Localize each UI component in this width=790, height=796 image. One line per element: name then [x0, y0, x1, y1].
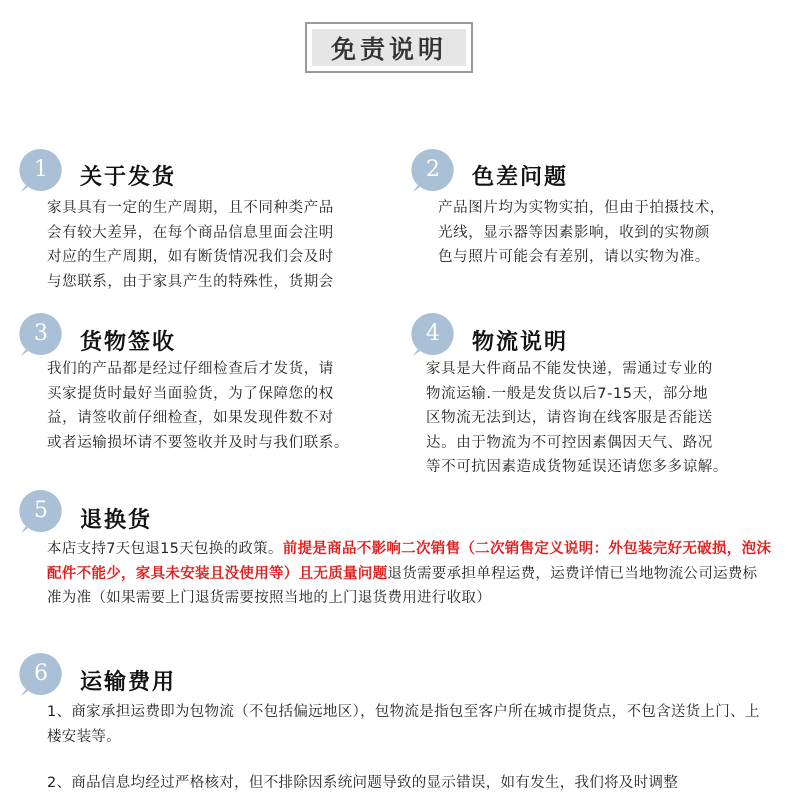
text-line: 买家提货时最好当面验货，为了保障您的权	[47, 385, 334, 402]
body-returns	[47, 537, 772, 611]
heading-shipping-fee: 运输费用	[80, 670, 177, 695]
text-line: 会有较大差异，在每个商品信息里面会注明	[47, 224, 334, 241]
heading-logistics: 物流说明	[472, 330, 569, 355]
heading-color-difference: 色差问题	[472, 165, 569, 190]
body-shipping-fee-2: 2、商品信息均经过严格核对，但不排除因系统问题导致的显示错误，如有发生，我们将及时调整	[47, 775, 679, 791]
text-line: 我们的产品都是经过仔细检查后才发货，请	[47, 361, 334, 377]
badge-2	[410, 147, 456, 193]
text-line: 物流运输.一般是发货以后7-15天，部分地	[426, 385, 709, 402]
title-box	[305, 22, 473, 73]
badge-number: 5	[34, 497, 48, 523]
body-receipt	[47, 357, 392, 455]
heading-returns: 退换货	[80, 508, 153, 533]
text-line: 等不可抗因素造成货物延误还请您多多谅解。	[426, 459, 728, 475]
badge-6	[18, 651, 64, 697]
text-line: 益，请签收前仔细检查，如果发现件数不对	[47, 410, 334, 426]
text-line: 家具是大件商品不能发快递，需通过专业的	[426, 361, 713, 377]
badge-4	[410, 311, 456, 357]
text-line: 家具具有一定的生产周期，且不同种类产品	[47, 200, 334, 216]
badge-number: 3	[34, 320, 48, 346]
heading-shipping: 关于发货	[80, 165, 177, 190]
body-logistics	[426, 357, 776, 480]
badge-5	[18, 488, 64, 534]
text-line: 对应的生产周期，如有断货情况我们会及时	[47, 249, 334, 265]
badge-3	[18, 311, 64, 357]
page-title: 免责说明	[312, 29, 466, 66]
text-line: 与您联系，由于家具产生的特殊性，货期会	[47, 273, 334, 290]
body-shipping	[47, 196, 387, 294]
text-line: 或者运输损坏请不要签收并及时与我们联系。	[47, 434, 349, 451]
returns-condition-text: 前提是商品不影响二次销售（二次销售定义说明：外包装完好无破损，泡沫配件不能少，家具未安装且没使用等）且无质量问题	[47, 541, 772, 582]
text-line: 区物流无法到达，请咨询在线客服是否能送	[426, 410, 713, 426]
badge-number: 6	[34, 660, 48, 686]
heading-receipt: 货物签收	[80, 330, 177, 355]
text-line: 色与照片可能会有差别，请以实物为准。	[438, 249, 710, 265]
badge-number: 4	[426, 320, 440, 346]
body-shipping-fee-1: 1、商家承担运费即为包物流（不包括偏远地区），包物流是指包至客户所在城市提货点，不包含送货上门、上楼安装等。	[47, 704, 760, 745]
returns-fee-text: 退货需要承担单程运费，运费详情已当地物流公司运费标准为准（如果需要上门退货需要按照当地的上门退货费用进行收取）	[47, 565, 758, 606]
text-line: 产品图片均为实物实拍，但由于拍摄技术，	[438, 200, 725, 216]
badge-number: 2	[426, 156, 440, 182]
body-color-difference	[438, 196, 778, 270]
text-line: 光线，显示器等因素影响，收到的实物颜	[438, 224, 710, 241]
badge-1	[18, 147, 64, 193]
returns-policy-text: 本店支持7天包退15天包换的政策。	[47, 541, 283, 557]
badge-number: 1	[34, 156, 48, 182]
text-line: 达。由于物流为不可控因素偶因天气、路况	[426, 434, 713, 451]
